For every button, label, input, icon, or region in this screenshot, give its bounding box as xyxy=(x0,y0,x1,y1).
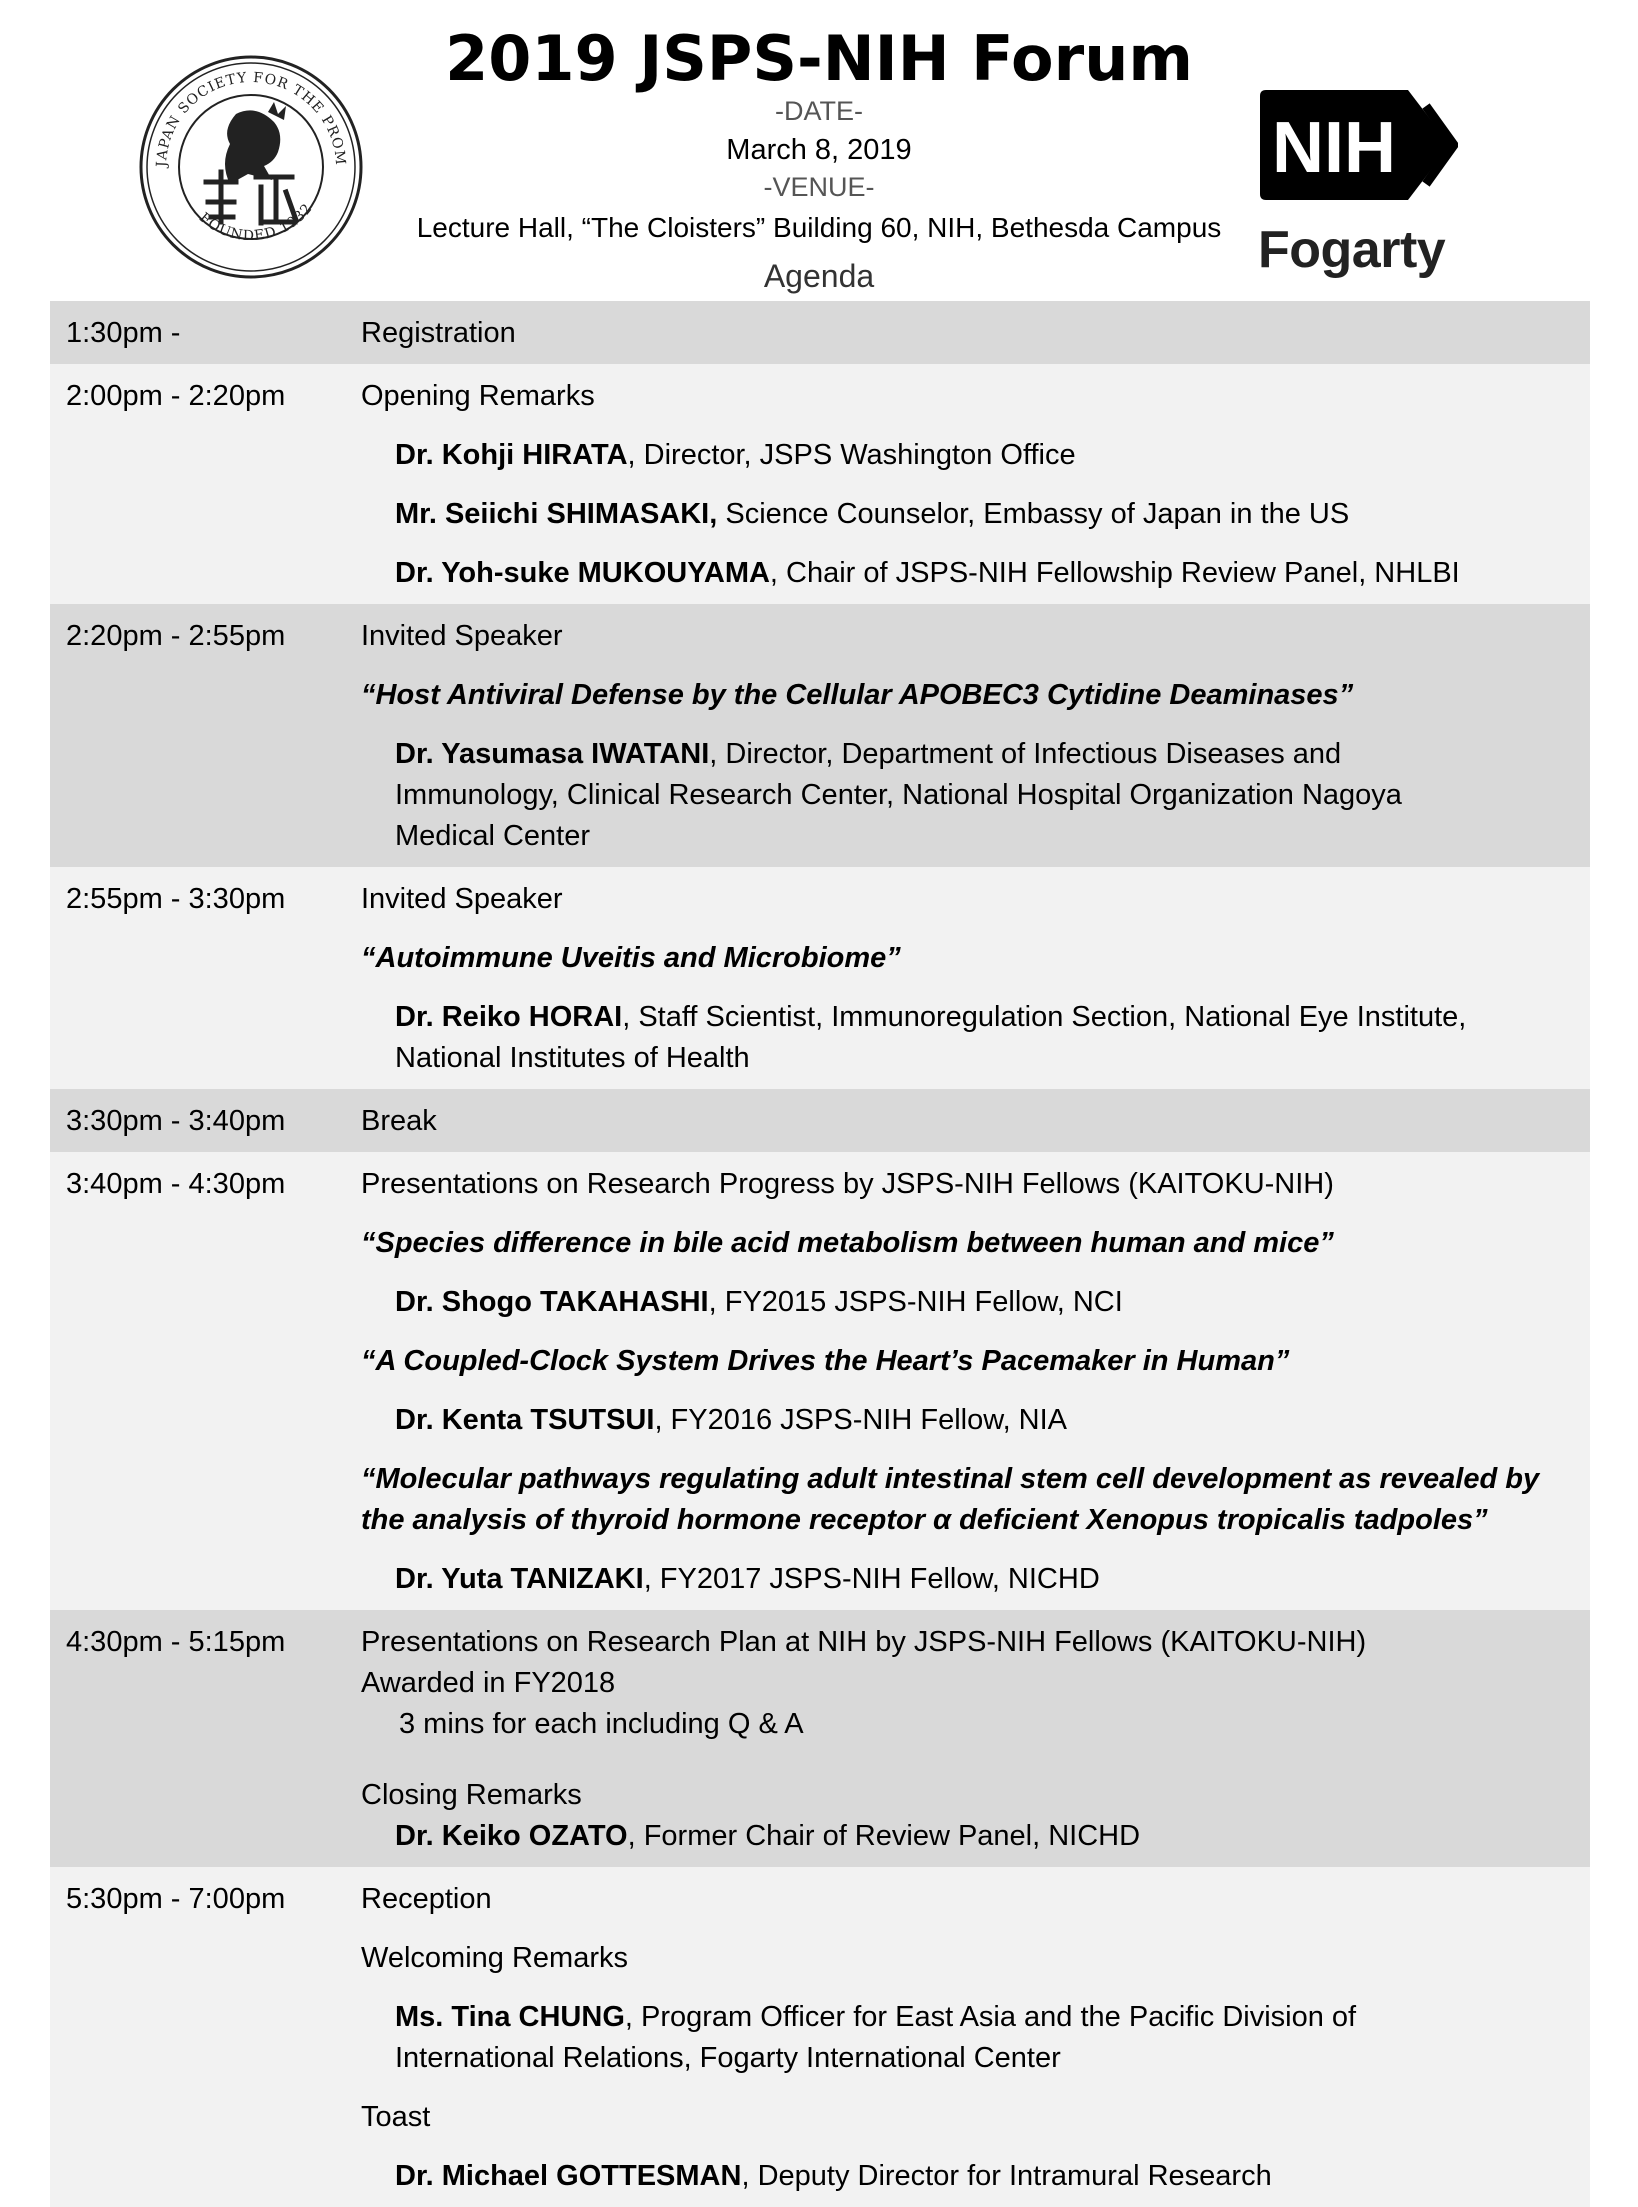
speaker-entry xyxy=(361,553,1570,594)
agenda-row-break xyxy=(50,1089,1590,1152)
agenda-item-title: Invited Speaker xyxy=(361,883,563,915)
speaker-role: , Director, JSPS Washington Office xyxy=(627,439,1076,471)
agenda-heading: Agenda xyxy=(763,258,875,294)
speaker-role-cont: Immunology, Clinical Research Center, National Hospital Organization Nagoya xyxy=(395,779,1402,811)
speaker-role: , Staff Scientist, Immunoregulation Section, National Eye Institute, xyxy=(622,1001,1467,1033)
speaker-entry xyxy=(361,435,1570,476)
jsps-seal-text: JAPAN SOCIETY FOR THE PROM xyxy=(153,69,349,168)
talk-title-part: “Molecular pathways regulating adult intestinal stem cell development as revealed by xyxy=(361,1463,1540,1495)
talk-title: “A Coupled-Clock System Drives the Heart’s Pacemaker in Human” xyxy=(361,1345,1290,1377)
agenda-row-research-plan xyxy=(50,1610,1590,1867)
agenda-item-title: Reception xyxy=(361,1883,492,1915)
agenda-row-opening-remarks xyxy=(50,364,1590,604)
speaker-entry xyxy=(361,997,1570,1079)
agenda-item-title: Invited Speaker xyxy=(361,620,563,652)
speaker-entry xyxy=(361,1282,1570,1323)
page-header xyxy=(0,0,1638,300)
speaker-name: Ms. Tina CHUNG xyxy=(395,2001,625,2033)
speaker-name: Dr. Kenta TSUTSUI xyxy=(395,1404,655,1436)
speaker-role-cont: National Institutes of Health xyxy=(395,1042,750,1074)
agenda-time: 3:40pm - 4:30pm xyxy=(66,1168,286,1200)
talk-title: “Species difference in bile acid metabolism between human and mice” xyxy=(361,1227,1334,1259)
speaker-name: Dr. Yuta TANIZAKI xyxy=(395,1563,644,1595)
agenda-item-title: Break xyxy=(361,1105,437,1137)
talk-title: “Host Antiviral Defense by the Cellular APOBEC3 Cytidine Deaminases” xyxy=(361,679,1354,711)
speaker-role: , FY2015 JSPS-NIH Fellow, NCI xyxy=(708,1286,1123,1318)
speaker-role: , Program Officer for East Asia and the Pacific Division of xyxy=(624,2001,1357,2033)
jsps-founded-text: FOUNDED 1932 xyxy=(196,200,316,245)
agenda-time: 4:30pm - 5:15pm xyxy=(66,1626,286,1658)
agenda-table xyxy=(50,301,1590,2207)
page-title: 2019 JSPS-NIH Forum xyxy=(445,22,1193,95)
speaker-role-cont: International Relations, Fogarty International Center xyxy=(395,2042,1061,2074)
date-label: -DATE- xyxy=(775,96,863,126)
speaker-role: , FY2016 JSPS-NIH Fellow, NIA xyxy=(654,1404,1068,1436)
event-date: March 8, 2019 xyxy=(726,134,912,166)
speaker-entry xyxy=(361,1400,1570,1441)
agenda-row-research-progress xyxy=(50,1152,1590,1610)
speaker-entry xyxy=(361,494,1570,535)
venue-label: -VENUE- xyxy=(763,172,875,202)
talk-title xyxy=(361,1459,1570,1541)
toast-title: Toast xyxy=(361,2101,431,2133)
speaker-role: , Director, Department of Infectious Diseases and xyxy=(709,738,1342,770)
speaker-name: Dr. Kohji HIRATA xyxy=(395,439,628,471)
agenda-row-registration xyxy=(50,301,1590,364)
speaker-entry xyxy=(361,1997,1570,2079)
closing-remarks-title: Closing Remarks xyxy=(361,1779,582,1811)
talk-title: “Autoimmune Uveitis and Microbiome” xyxy=(361,942,901,974)
speaker-name: Dr. Keiko OZATO xyxy=(395,1820,628,1852)
speaker-name: Dr. Yasumasa IWATANI xyxy=(395,738,710,770)
speaker-entry xyxy=(361,1816,1570,1857)
agenda-item-title: Registration xyxy=(361,317,516,349)
agenda-time: 3:30pm - 3:40pm xyxy=(66,1105,286,1137)
agenda-time: 2:20pm - 2:55pm xyxy=(66,620,286,652)
speaker-entry xyxy=(361,2156,1570,2197)
speaker-role: Science Counselor, Embassy of Japan in the US xyxy=(717,498,1350,530)
agenda-row-invited-speaker-1 xyxy=(50,604,1590,867)
speaker-role: , Deputy Director for Intramural Research xyxy=(741,2160,1272,2192)
speaker-name: Dr. Shogo TAKAHASHI xyxy=(395,1286,709,1318)
agenda-note: 3 mins for each including Q & A xyxy=(399,1708,804,1740)
fogarty-logo-text: Fogarty xyxy=(1258,221,1446,279)
speaker-entry xyxy=(361,1559,1570,1600)
speaker-role-cont: Medical Center xyxy=(395,820,591,852)
agenda-item-title-cont: Awarded in FY2018 xyxy=(361,1667,616,1699)
agenda-time: 5:30pm - 7:00pm xyxy=(66,1883,286,1915)
agenda-time: 2:55pm - 3:30pm xyxy=(66,883,286,915)
agenda-time: 2:00pm - 2:20pm xyxy=(66,380,286,412)
agenda-row-reception xyxy=(50,1867,1590,2207)
agenda-item-title: Presentations on Research Plan at NIH by JSPS-NIH Fellows (KAITOKU-NIH) xyxy=(361,1626,1367,1658)
speaker-name: Dr. Reiko HORAI xyxy=(395,1001,623,1033)
speaker-entry xyxy=(361,734,1570,857)
speaker-role: , Chair of JSPS-NIH Fellowship Review Panel, NHLBI xyxy=(769,557,1460,589)
agenda-item-title: Opening Remarks xyxy=(361,380,595,412)
nih-fogarty-logo xyxy=(1258,86,1458,286)
event-venue: Lecture Hall, “The Cloisters” Building 60, NIH, Bethesda Campus xyxy=(416,212,1222,243)
agenda-time: 1:30pm - xyxy=(66,317,181,349)
speaker-name: Mr. Seiichi SHIMASAKI, xyxy=(395,498,718,530)
speaker-name: Dr. Yoh-suke MUKOUYAMA xyxy=(395,557,770,589)
speaker-name: Dr. Michael GOTTESMAN xyxy=(395,2160,742,2192)
speaker-role: , Former Chair of Review Panel, NICHD xyxy=(627,1820,1141,1852)
speaker-role: , FY2017 JSPS-NIH Fellow, NICHD xyxy=(643,1563,1100,1595)
talk-title-part: the analysis of thyroid hormone receptor α deficient Xenopus tropicalis tadpoles” xyxy=(361,1504,1488,1536)
agenda-item-title: Presentations on Research Progress by JSPS-NIH Fellows (KAITOKU-NIH) xyxy=(361,1168,1334,1200)
nih-logo-text: NIH xyxy=(1272,108,1396,188)
agenda-row-invited-speaker-2 xyxy=(50,867,1590,1089)
welcoming-remarks-title: Welcoming Remarks xyxy=(361,1942,628,1974)
